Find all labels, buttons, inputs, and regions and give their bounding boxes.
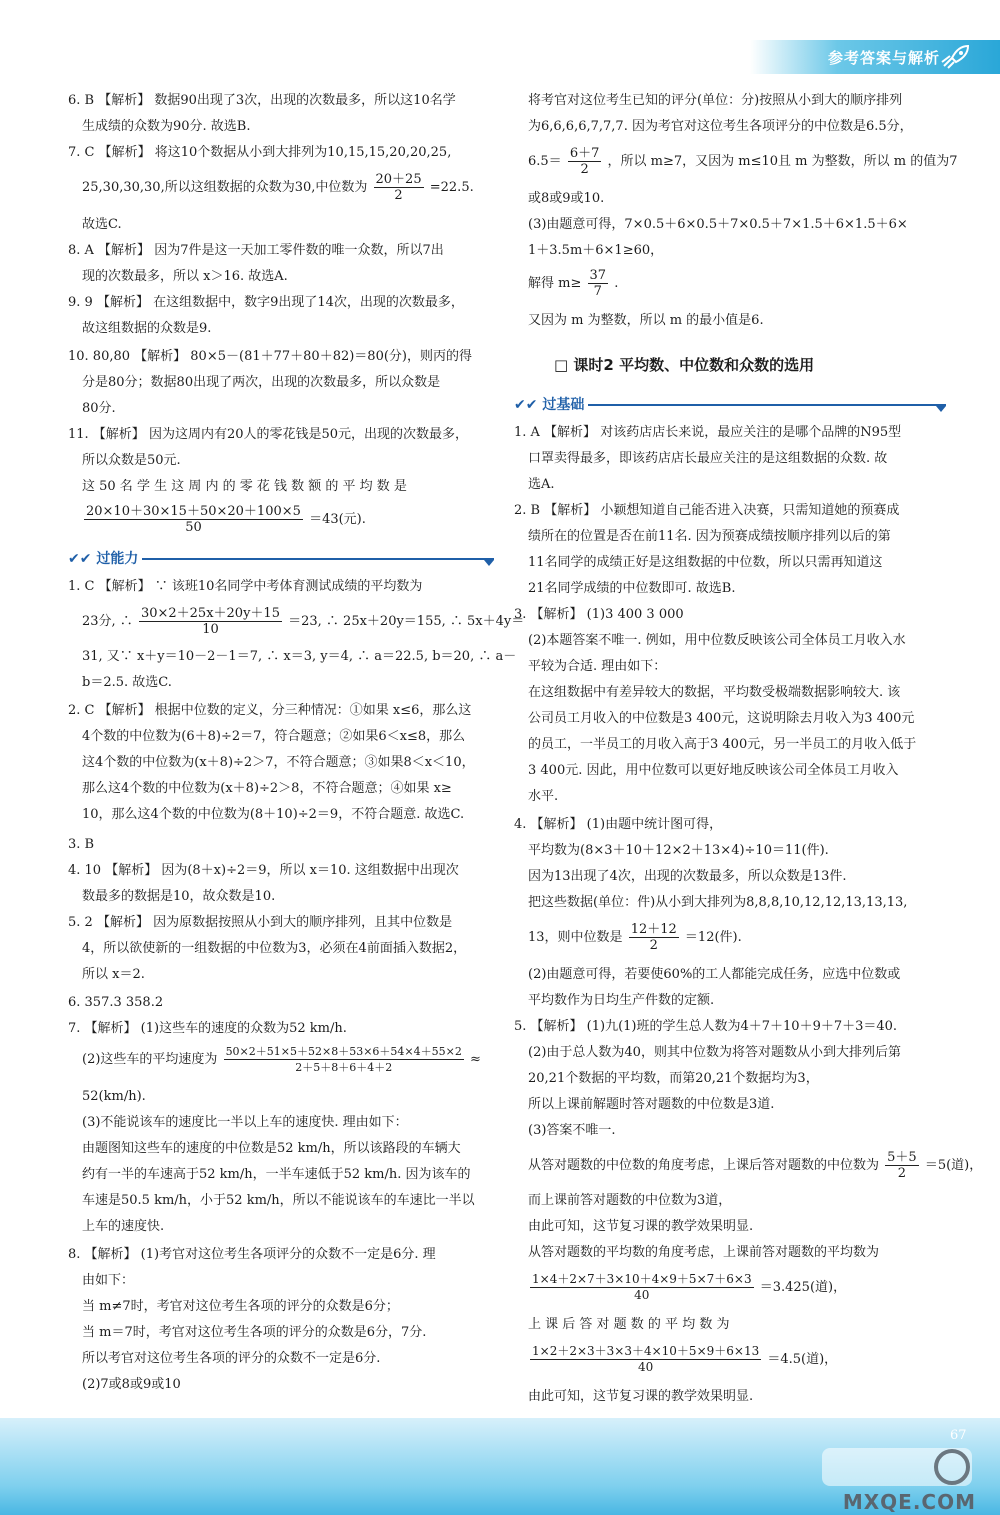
n8-line6: (2)7或8或9或10 [82,1377,181,1392]
n2-line3: 这4个数的中位数为(x＋8)÷2＞7，不符合题意；③如果8＜x＜10， [82,755,475,770]
n1-frac-den: 10 [202,622,219,637]
b2-line2: 绩所在的位置是否在前11名. 因为预赛成绩按顺序排列以后的第 [528,529,891,544]
q7-fraction [374,172,424,203]
b4-fraction [629,922,679,953]
rocket-icon [940,44,970,70]
q10-line2: 分是80分；数据80出现了两次，出现的次数最多，所以众数是 [82,375,441,390]
b1-line2: 口罩卖得最多，即该药店店长最应关注的是这组数据的众数. 故 [528,451,888,466]
b4-line7: 平均数作为日均生产件数的定额. [528,993,715,1008]
b5-line12 [514,1344,946,1375]
n7-line8: 上车的速度快. [82,1219,165,1234]
n5-line1: 5. 2 【解析】 因为原数据按照从小到大的顺序排列，且其中位数是 [68,915,453,930]
b5-fraction3 [530,1344,761,1375]
n8-line3: 当 m≠7时，考官对这位考生各项的评分的众数是6分； [82,1299,399,1314]
b4-text: 13，则中位数是 [528,930,623,945]
q11-frac-num: 20×10＋30×15＋50×20＋100×5 [86,504,301,519]
q11-line3: 这 50 名 学 生 这 周 内 的 零 花 钱 数 额 的 平 均 数 是 [82,479,407,494]
b5-median-text: 从答对题数的中位数的角度考虑，上课后答对题数的中位数为 [528,1158,880,1173]
n1-text: 23分, ∴ [82,614,133,629]
b5-line10 [514,1272,946,1303]
b3-line1: 3. 【解析】 (1)3 400 3 000 [514,607,684,622]
b4-frac-den: 2 [649,938,658,953]
section-rule [588,404,946,406]
n7-line7: 车速是50.5 km/h，小于52 km/h，所以不能说该车的车速比一半以 [82,1193,475,1208]
b3-line7: 3 400元. 因此，用中位数可以更好地反映该公司全体员工月收入 [528,763,899,778]
section-title: 过基础 [542,397,585,413]
q11-frac-den: 50 [185,520,202,535]
b4-line4: 把这些数据(单位：件)从小到大排列为8,8,8,10,12,12,13,13,13, [528,895,908,910]
q9-line1: 9. 9 【解析】 在这组数据中，数字9出现了14次，出现的次数最多， [68,295,464,310]
b5-line7: 而上课前答对题数的中位数为3道， [528,1193,732,1208]
n4-line1: 4. 10 【解析】 因为(8＋x)÷2＝9，所以 x＝10. 这组数据中出现次 [68,863,459,878]
q10-line1: 10. 80,80 【解析】 80×5－(81＋77＋80＋82)＝80(分)，则丙的得 [68,349,472,364]
n1-line3: 31, 又∵ x＋y＝10－2－1＝7, ∴ x＝3, y＝4, ∴ a＝22.5, b＝20, ∴ a－ [82,649,517,664]
b5-line6 [514,1150,983,1181]
section-header-ability [68,548,494,570]
b4-frac-num: 12＋12 [630,922,677,937]
c1-line8: 又因为 m 为整数，所以 m 的最小值是6. [528,313,764,328]
n5-line3: 所以 x＝2. [82,967,145,982]
b5-line13: 由此可知，这节复习课的教学效果明显. [528,1389,754,1404]
b5-before-mean: ＝3.425(道)， [759,1280,847,1295]
b5-frac3-den: 40 [637,1360,654,1374]
b3-line8: 水平. [528,789,559,804]
n8-line4: 当 m＝7时，考官对这位考生各项的评分的众数是6分，7分. [82,1325,427,1340]
n7-frac-num: 50×2＋51×5＋52×8＋53×6＋54×4＋55×2 [225,1045,462,1058]
n1-line2 [68,606,525,637]
n7-approx: ≈ [469,1052,481,1067]
b4-line3: 因为13出现了4次，出现的次数最多，所以众数是13件. [528,869,847,884]
n1-result: ＝23, ∴ 25x＋20y＝155, ∴ 5x＋4y＝ [288,614,525,629]
c1-frac-den: 2 [580,162,589,177]
b1-line3: 选A. [528,477,555,492]
n7-text: (2)这些车的平均速度为 [82,1052,218,1067]
q7-line2 [68,172,494,203]
b5-line8: 由此可知，这节复习课的教学效果明显. [528,1219,754,1234]
c1-frac2-num: 37 [589,268,607,283]
n8-line5: 所以考官对这位考生各项的评分的众数不一定是6分. [82,1351,381,1366]
section-rule [142,558,494,560]
b3-line6: 的员工，一半员工的月收入高于3 400元，另一半员工的月收入低于 [528,737,917,752]
b2-line4: 21名同学成绩的中位数即可. 故选B. [528,581,736,596]
b5-fraction2 [530,1272,754,1303]
section-header-basics [514,394,946,416]
c1-tail: ，所以 m≥7，又因为 m≤10且 m 为整数，所以 m 的值为7 [607,154,958,169]
section-mark-icon: ✔✔ [514,397,543,413]
b5-line4: 所以上课前解题时答对题数的中位数是3道. [528,1097,775,1112]
n2-line4: 那么这4个数的中位数为(x＋8)÷2＞8，不符合题意；④如果 x≥ [82,781,452,796]
b5-line5: (3)答案不唯一. [528,1123,616,1138]
b5-frac2-den: 40 [634,1288,650,1302]
q7-line3: 故选C. [82,217,122,232]
b5-line1: 5. 【解析】 (1)九(1)班的学生总人数为4＋7＋10＋9＋7＋3＝40. [514,1019,898,1034]
n4-line2: 数最多的数据是10，故众数是10. [82,889,276,904]
n1-frac-num: 30×2＋25x＋20y＋15 [140,606,280,621]
n7-fraction [224,1044,464,1075]
n6-line1: 6. 357.3 358.2 [68,995,164,1010]
b5-line3: 20,21个数据的平均数，而第20,21个数据均为3， [528,1071,819,1086]
c1-fraction2 [588,268,609,299]
n1-line1: 1. C 【解析】 ∵ 该班10名同学中考体育测试成绩的平均数为 [68,579,423,594]
q11-line4 [68,504,494,535]
n8-line2: 由如下： [82,1273,135,1288]
b5-frac1-num: 5＋5 [887,1150,917,1165]
n2-line2: 4个数的中位数为(6＋8)÷2＝7，符合题意；②如果6＜x≤8，那么 [82,729,466,744]
q7-frac-num: 20＋25 [375,172,422,187]
b4-line5 [514,922,946,953]
b2-line3: 11名同学的成绩正好是这组数据的中位数，所以只需再知道这 [528,555,883,570]
c1-solve-text: 解得 m≥ [528,276,582,291]
lesson-title-text: 课时2 平均数、中位数和众数的选用 [573,356,815,374]
n7-line3: 52(km/h). [82,1089,146,1104]
c1-frac2-den: 7 [593,284,602,299]
watermark-text: MXQE.COM [842,1490,976,1514]
n8-line1: 8. 【解析】 (1)考官对这位考生各项评分的众数不一定是6分. 理 [68,1247,436,1262]
n7-frac-den: 2＋5＋8＋6＋4＋2 [295,1061,393,1074]
n1-fraction [139,606,282,637]
b4-line2: 平均数为(8×3＋10＋12×2＋13×4)÷10＝11(件). [528,843,829,858]
lesson-title [554,354,946,375]
b5-frac1-den: 2 [897,1166,907,1181]
b5-after-mean: ＝4.5(道)， [767,1352,838,1367]
n7-line1: 7. 【解析】 (1)这些车的速度的众数为52 km/h. [68,1021,347,1036]
section-arrow-icon [936,406,946,412]
b4-line1: 4. 【解析】 (1)由题中统计图可得， [514,817,723,832]
c1-fraction [568,146,602,177]
section-arrow-icon [484,560,494,566]
c1-period: . [614,276,619,291]
n7-line4: (3)不能说该车的速度比一半以上车的速度快. 理由如下： [82,1115,408,1130]
q7-frac-den: 2 [394,188,403,203]
page-number: 67 [950,1428,967,1443]
q7-text: 25,30,30,30,所以这组数据的众数为30,中位数为 [82,180,368,195]
q8-line1: 8. A 【解析】 因为7件是这一天加工零件数的唯一众数，所以7出 [68,243,444,258]
b1-line1: 1. A 【解析】 对该药店店长来说，最应关注的是哪个品牌的N95型 [514,425,902,440]
b5-median-result: ＝5(道)， [924,1158,983,1173]
q6-line2: 生成绩的众数为90分. 故选B. [82,119,251,134]
b3-line2: (2)本题答案不唯一. 例如，用中位数反映该公司全体员工月收入水 [528,633,906,648]
n7-line2 [68,1044,494,1075]
c1-line3 [514,146,958,177]
q11-result: ＝43(元). [309,512,366,527]
q11-fraction [84,504,303,535]
n3-line1: 3. B [68,837,95,852]
c1-line5: (3)由题意可得，7×0.5＋6×0.5＋7×0.5＋7×1.5＋6×1.5＋6× [528,217,908,232]
c1-line7 [514,268,946,299]
c1-frac-num: 6＋7 [569,146,600,161]
n2-line1: 2. C 【解析】 根据中位数的定义，分三种情况：①如果 x≤6，那么这 [68,703,472,718]
q11-line1: 11. 【解析】 因为这周内有20人的零花钱是50元，出现的次数最多， [68,427,469,442]
q9-line2: 故这组数据的众数是9. [82,321,212,336]
n1-line4: b＝2.5. 故选C. [82,675,172,690]
b5-line11: 上 课 后 答 对 题 数 的 平 均 数 为 [528,1317,730,1332]
b3-line5: 公司员工月收入的中位数是3 400元，这说明除去月收入为3 400元 [528,711,915,726]
n5-line2: 4，所以欲使新的一组数据的中位数为3，必须在4前面插入数据2， [82,941,467,956]
b5-fraction1 [885,1150,919,1181]
c1-line4: 或8或9或10. [528,191,605,206]
b3-line4: 在这组数据中有差异较大的数据，平均数受极端数据影响较大. 该 [528,685,901,700]
book-icon: □ [554,356,574,374]
q7-line1: 7. C 【解析】 将这10个数据从小到大排列为10,15,15,20,20,25, [68,145,452,160]
n7-line5: 由题图知这些车的速度的中位数是52 km/h，所以该路段的车辆大 [82,1141,461,1156]
q10-line3: 80分. [82,401,116,416]
c1-line1: 将考官对这位考生已知的评分(单位：分)按照从小到大的顺序排列 [528,93,903,108]
b5-line9: 从答对题数的平均数的角度考虑，上课前答对题数的平均数为 [528,1245,880,1260]
section-title: 过能力 [96,551,139,567]
c1-line2: 为6,6,6,6,7,7,7. 因为考官对这位考生各项评分的中位数是6.5分， [528,119,913,134]
b5-line2: (2)由于总人数为40，则其中位数为将答对题数从小到大排列后第 [528,1045,901,1060]
c1-text: 6.5＝ [528,154,562,169]
b5-frac3-num: 1×2＋2×3＋3×3＋4×10＋5×9＋6×13 [532,1344,760,1358]
header-label: 参考答案与解析 [827,49,940,67]
b4-line6: (2)由题意可得，若要使60%的工人都能完成任务，应选中位数或 [528,967,901,982]
b4-result: ＝12(件). [684,930,742,945]
b2-line1: 2. B 【解析】 小颖想知道自己能否进入决赛，只需知道她的预赛成 [514,503,900,518]
q7-result: =22.5. [429,180,474,195]
q8-line2: 现的次数最多，所以 x＞16. 故选A. [82,269,288,284]
c1-line6: 1＋3.5m＋6×1≥60， [528,243,664,258]
q11-line2: 所以众数是50元. [82,453,181,468]
q6-line1: 6. B 【解析】 数据90出现了3次，出现的次数最多，所以这10名学 [68,93,456,108]
b3-line3: 平较为合适. 理由如下： [528,659,667,674]
n2-line5: 10，那么这4个数的中位数为(8＋10)÷2＝9，不符合题意. 故选C. [82,807,465,822]
section-mark-icon: ✔✔ [68,551,97,567]
b5-frac2-num: 1×4＋2×7＋3×10＋4×9＋5×7＋6×3 [532,1272,752,1286]
n7-line6: 约有一半的车速高于52 km/h，一半车速低于52 km/h. 因为该车的 [82,1167,471,1182]
